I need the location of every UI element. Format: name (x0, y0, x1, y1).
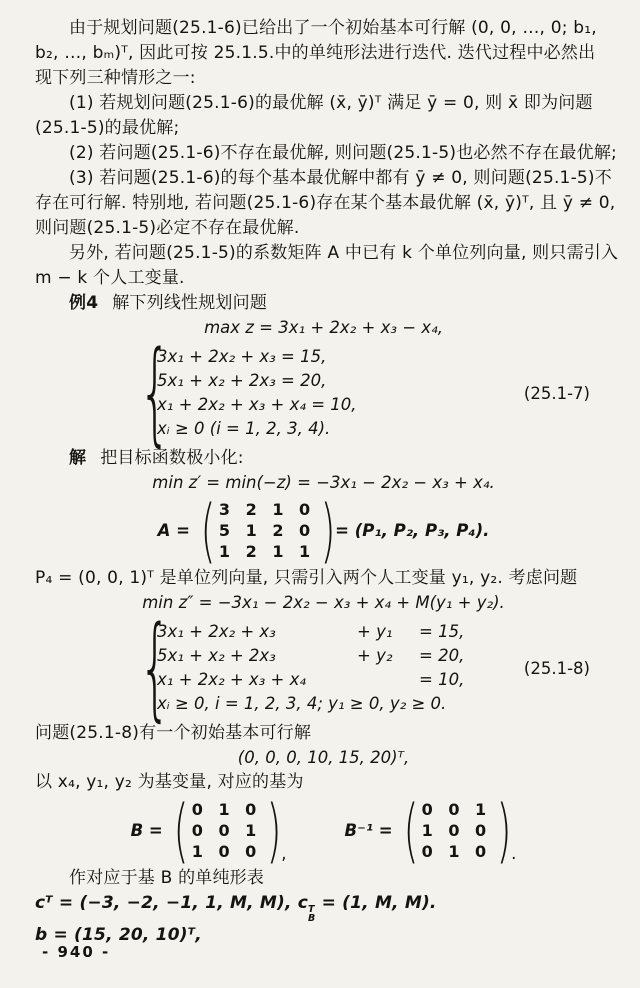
matrix-a-lhs: A = (157, 521, 190, 540)
system2-expr: x₁ + 2x₂ + x₃ + x₄ (157, 670, 306, 689)
system2-rhs: = 15, (419, 622, 465, 641)
case-1-line-1: (1) 若规划问题(25.1-6)的最优解 (x̄, ȳ)ᵀ 满足 ȳ = 0, 则 x̄ 即为问题 (69, 93, 593, 113)
matrix-b-inverse-rows (414, 799, 495, 862)
matrix-b (171, 789, 282, 871)
matrix-row: 1 0 0 (191, 842, 262, 861)
system2-rhs: = 10, (419, 670, 465, 689)
min-equation: min z′ = min(−z) = −3x₁ − 2x₂ − x₃ + x₄. (152, 473, 495, 492)
matrix-row: 0 1 0 (191, 800, 262, 819)
system1-lines (157, 345, 357, 441)
system2-artificial: + y₁ (357, 622, 393, 641)
system2-lines (157, 620, 464, 716)
objective-equation: max z = 3x₁ + 2x₂ + x₃ − x₄, (204, 318, 443, 337)
matrix-row: 3 2 1 0 (218, 500, 316, 519)
rhs-vector-text: b = (15, 20, 10)ᵀ, (35, 925, 202, 945)
cost-vector-pre: cᵀ = (−3, −2, −1, 1, M, M), c (35, 893, 309, 913)
page-number: - 940 - (42, 943, 111, 961)
system2-expr: 3x₁ + 2x₂ + x₃ (157, 622, 276, 641)
left-paren: ( (173, 789, 189, 871)
basis-vars-line: 以 x₄, y₁, y₂ 为基变量, 对应的基为 (35, 772, 304, 792)
matrix-row: 0 0 1 (421, 800, 492, 819)
left-brace: { (139, 601, 171, 733)
example-label: 例4 (69, 293, 99, 313)
equation-number-25-1-7: (25.1-7) (523, 383, 590, 403)
matrix-b-inverse-group (344, 789, 517, 871)
c-basis-sup: T (308, 904, 315, 915)
matrix-row: 1 2 1 1 (218, 542, 316, 561)
matrix-a-rows (211, 499, 318, 562)
system1-line: xᵢ ≥ 0 (i = 1, 2, 3, 4). (157, 419, 331, 438)
example-heading (35, 291, 612, 316)
matrix-row: 0 1 0 (421, 842, 492, 861)
system2-line (157, 668, 464, 692)
system1-line: x₁ + 2x₂ + x₃ + x₄ = 10, (157, 395, 357, 414)
solution-heading (35, 446, 612, 471)
bfs-intro-line: 问题(25.1-8)有一个初始基本可行解 (35, 723, 312, 743)
matrix-b-group (130, 789, 287, 871)
case-1-line-2: (25.1-5)的最优解; (35, 118, 180, 138)
matrix-a-row (35, 489, 612, 571)
tableau-intro-line: 作对应于基 B 的单纯形表 (69, 868, 265, 888)
equation-number-25-1-8: (25.1-8) (523, 658, 590, 678)
intro-line-2: b₂, …, bₘ)ᵀ, 因此可按 25.1.5.中的单纯形法进行迭代. 迭代过程中必然出 (35, 43, 596, 63)
matrix-b-inverse-suffix: . (511, 844, 517, 863)
matrix-b-inverse (401, 789, 512, 871)
case-3-line-3: 则问题(25.1-5)必定不存在最优解. (35, 218, 300, 238)
solution-intro: 把目标函数极小化: (100, 448, 244, 468)
right-paren: ) (266, 789, 282, 871)
intro-line-3: 现下列三种情形之一: (35, 68, 196, 88)
left-paren: ( (403, 789, 419, 871)
right-paren: ) (320, 489, 336, 571)
case-2-line: (2) 若问题(25.1-6)不存在最优解, 则问题(25.1-5)也必然不存在最优解; (69, 143, 617, 163)
right-paren: ) (496, 789, 512, 871)
matrix-row: 1 0 0 (421, 821, 492, 840)
system2-expr: 5x₁ + x₂ + 2x₃ (157, 646, 276, 665)
system2-nonneg-line: xᵢ ≥ 0, i = 1, 2, 3, 4; y₁ ≥ 0, y₂ ≥ 0. (157, 694, 447, 713)
matrix-a (198, 489, 336, 571)
remark-line-1: 另外, 若问题(25.1-5)的系数矩阵 A 中已有 k 个单位列向量, 则只需引入 (69, 243, 619, 263)
cost-vector-post: = (1, M, M). (315, 893, 437, 913)
system2-artificial: + y₂ (357, 646, 393, 665)
system1-line: 5x₁ + x₂ + 2x₃ = 20, (157, 371, 327, 390)
case-3-line-2: 存在可行解. 特别地, 若问题(25.1-6)存在某个基本最优解 (x̄, ȳ)ᵀ, 且 ȳ ≠ 0, (35, 193, 616, 213)
matrix-row: 0 0 1 (191, 821, 262, 840)
c-basis-sub: B (308, 912, 316, 924)
left-brace: { (139, 326, 171, 458)
system1-line: 3x₁ + 2x₂ + x₃ = 15, (157, 347, 327, 366)
basis-matrices-row (35, 789, 612, 871)
matrix-b-rows (184, 799, 265, 862)
left-paren: ( (200, 489, 216, 571)
solution-label: 解 (69, 448, 87, 468)
system2-line (157, 644, 464, 668)
system2-line (157, 620, 464, 644)
cost-vector-line (35, 891, 612, 923)
case-3-line-1: (3) 若问题(25.1-6)的每个基本最优解中都有 ȳ ≠ 0, 则问题(25.1-5)不 (69, 168, 612, 188)
system2-rhs: = 20, (419, 646, 465, 665)
matrix-row: 5 1 2 0 (218, 521, 316, 540)
example-title: 解下列线性规划问题 (112, 293, 268, 313)
matrix-b-lhs: B = (130, 821, 163, 840)
matrix-b-inverse-lhs: B⁻¹ = (344, 821, 393, 840)
matrix-b-suffix: , (281, 844, 287, 863)
matrix-a-rhs: = (P₁, P₂, P₃, P₄). (335, 521, 490, 540)
intro-line-1: 由于规划问题(25.1-6)已给出了一个初始基本可行解 (0, 0, …, 0; b₁, (69, 18, 597, 38)
system2-artificial (357, 668, 419, 692)
remark-line-2: m − k 个人工变量. (35, 268, 185, 288)
min-equation-big-m: min z″ = −3x₁ − 2x₂ − x₃ + x₄ + M(y₁ + y₂). (142, 593, 505, 612)
artificial-vars-line: P₄ = (0, 0, 1)ᵀ 是单位列向量, 只需引入两个人工变量 y₁, y₂. 考虑问题 (35, 568, 578, 588)
bfs-vector: (0, 0, 0, 10, 15, 20)ᵀ, (237, 748, 410, 767)
rhs-vector-line (35, 923, 612, 948)
